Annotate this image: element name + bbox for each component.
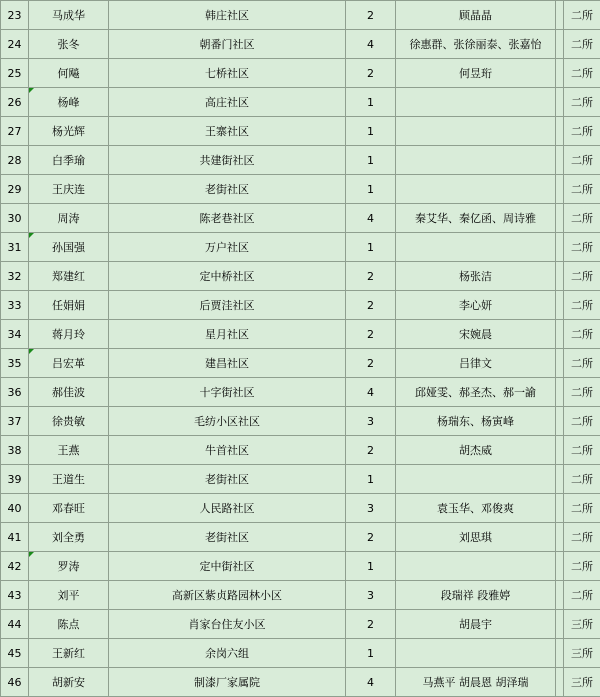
office-cell[interactable]: 二所	[564, 262, 600, 291]
row-number-cell[interactable]: 45	[1, 639, 29, 668]
table-body	[1, 1, 600, 697]
spacer-cell[interactable]	[556, 291, 564, 320]
office-cell[interactable]: 三所	[564, 639, 600, 668]
table-row	[1, 146, 600, 175]
spacer-cell[interactable]	[556, 117, 564, 146]
row-number-cell[interactable]: 40	[1, 494, 29, 523]
community-cell[interactable]: 万户社区	[109, 233, 346, 262]
row-number-cell[interactable]: 31	[1, 233, 29, 262]
family-members-cell[interactable]	[396, 146, 556, 175]
family-members-cell[interactable]	[396, 552, 556, 581]
row-number-cell[interactable]: 25	[1, 59, 29, 88]
table-row	[1, 349, 600, 378]
row-number-cell[interactable]: 33	[1, 291, 29, 320]
spacer-cell[interactable]	[556, 668, 564, 697]
household-count-cell[interactable]: 2	[346, 320, 396, 349]
community-cell[interactable]: 建昌社区	[109, 349, 346, 378]
office-cell[interactable]: 二所	[564, 1, 600, 30]
family-members-cell[interactable]: 李心妍	[396, 291, 556, 320]
family-members-cell[interactable]: 马燕平 胡晨恩 胡泽瑞	[396, 668, 556, 697]
household-count-cell[interactable]: 2	[346, 436, 396, 465]
spacer-cell[interactable]	[556, 262, 564, 291]
name-cell[interactable]: 罗涛	[29, 552, 109, 581]
row-number-cell[interactable]: 29	[1, 175, 29, 204]
row-number-cell[interactable]: 26	[1, 88, 29, 117]
spacer-cell[interactable]	[556, 349, 564, 378]
name-cell[interactable]: 刘平	[29, 581, 109, 610]
table-row	[1, 552, 600, 581]
family-members-cell[interactable]: 袁玉华、邓俊爽	[396, 494, 556, 523]
spacer-cell[interactable]	[556, 175, 564, 204]
spacer-cell[interactable]	[556, 88, 564, 117]
spacer-cell[interactable]	[556, 552, 564, 581]
community-cell[interactable]: 肖家台住友小区	[109, 610, 346, 639]
household-count-cell[interactable]: 4	[346, 30, 396, 59]
table-row	[1, 523, 600, 552]
office-cell[interactable]: 二所	[564, 88, 600, 117]
name-cell[interactable]: 何飚	[29, 59, 109, 88]
table-row	[1, 465, 600, 494]
spacer-cell[interactable]	[556, 320, 564, 349]
office-cell[interactable]: 二所	[564, 523, 600, 552]
community-cell[interactable]: 老街社区	[109, 465, 346, 494]
name-cell[interactable]: 刘全勇	[29, 523, 109, 552]
spacer-cell[interactable]	[556, 610, 564, 639]
family-members-cell[interactable]: 胡杰威	[396, 436, 556, 465]
spacer-cell[interactable]	[556, 146, 564, 175]
name-cell[interactable]: 郝佳波	[29, 378, 109, 407]
household-count-cell[interactable]: 2	[346, 610, 396, 639]
row-number-cell[interactable]: 44	[1, 610, 29, 639]
table-row	[1, 378, 600, 407]
family-members-cell[interactable]	[396, 117, 556, 146]
community-cell[interactable]: 人民路社区	[109, 494, 346, 523]
table-row	[1, 204, 600, 233]
community-cell[interactable]: 十字街社区	[109, 378, 346, 407]
office-cell[interactable]: 二所	[564, 494, 600, 523]
community-cell[interactable]: 老街社区	[109, 523, 346, 552]
office-cell[interactable]: 二所	[564, 233, 600, 262]
row-number-cell[interactable]: 32	[1, 262, 29, 291]
spacer-cell[interactable]	[556, 30, 564, 59]
row-number-cell[interactable]: 41	[1, 523, 29, 552]
name-cell[interactable]: 张冬	[29, 30, 109, 59]
name-cell[interactable]: 周涛	[29, 204, 109, 233]
family-members-cell[interactable]: 邱娅雯、郝圣杰、郝一諭	[396, 378, 556, 407]
community-cell[interactable]: 韩庄社区	[109, 1, 346, 30]
office-cell[interactable]: 二所	[564, 59, 600, 88]
spacer-cell[interactable]	[556, 639, 564, 668]
spacer-cell[interactable]	[556, 581, 564, 610]
name-cell[interactable]: 马成华	[29, 1, 109, 30]
name-cell[interactable]: 邓春旺	[29, 494, 109, 523]
table-row	[1, 175, 600, 204]
row-number-cell[interactable]: 34	[1, 320, 29, 349]
community-cell[interactable]: 制漆厂家属院	[109, 668, 346, 697]
family-members-cell[interactable]: 杨瑞东、杨寅峰	[396, 407, 556, 436]
spacer-cell[interactable]	[556, 494, 564, 523]
community-cell[interactable]: 七桥社区	[109, 59, 346, 88]
table-row	[1, 610, 600, 639]
household-count-cell[interactable]: 1	[346, 465, 396, 494]
name-cell[interactable]: 白季瑜	[29, 146, 109, 175]
table-row	[1, 117, 600, 146]
table-row	[1, 436, 600, 465]
family-members-cell[interactable]: 徐惠群、张徐丽泰、张嘉怡	[396, 30, 556, 59]
household-count-cell[interactable]: 2	[346, 291, 396, 320]
household-count-cell[interactable]: 2	[346, 1, 396, 30]
spacer-cell[interactable]	[556, 1, 564, 30]
name-cell[interactable]: 王新红	[29, 639, 109, 668]
row-number-cell[interactable]: 30	[1, 204, 29, 233]
table-row	[1, 1, 600, 30]
office-cell[interactable]: 二所	[564, 407, 600, 436]
household-count-cell[interactable]: 3	[346, 494, 396, 523]
family-members-cell[interactable]: 杨张洁	[396, 262, 556, 291]
community-cell[interactable]: 余岗六组	[109, 639, 346, 668]
family-members-cell[interactable]: 宋婉晨	[396, 320, 556, 349]
name-cell[interactable]: 孙国强	[29, 233, 109, 262]
family-members-cell[interactable]	[396, 465, 556, 494]
spacer-cell[interactable]	[556, 407, 564, 436]
office-cell[interactable]: 二所	[564, 146, 600, 175]
household-count-cell[interactable]: 4	[346, 204, 396, 233]
community-cell[interactable]: 定中街社区	[109, 552, 346, 581]
row-number-cell[interactable]: 36	[1, 378, 29, 407]
household-count-cell[interactable]: 4	[346, 378, 396, 407]
household-count-cell[interactable]: 1	[346, 146, 396, 175]
name-cell[interactable]: 蒋月玲	[29, 320, 109, 349]
community-cell[interactable]: 高新区紫贞路园林小区	[109, 581, 346, 610]
office-cell[interactable]: 二所	[564, 465, 600, 494]
table-row	[1, 88, 600, 117]
row-number-cell[interactable]: 28	[1, 146, 29, 175]
table-row	[1, 581, 600, 610]
household-count-cell[interactable]: 2	[346, 262, 396, 291]
name-cell[interactable]: 陈点	[29, 610, 109, 639]
row-number-cell[interactable]: 35	[1, 349, 29, 378]
office-cell[interactable]: 二所	[564, 349, 600, 378]
office-cell[interactable]: 二所	[564, 291, 600, 320]
row-number-cell[interactable]: 24	[1, 30, 29, 59]
table-row	[1, 291, 600, 320]
row-number-cell[interactable]: 39	[1, 465, 29, 494]
family-members-cell[interactable]: 刘思琪	[396, 523, 556, 552]
household-count-cell[interactable]: 2	[346, 349, 396, 378]
name-cell[interactable]: 王庆连	[29, 175, 109, 204]
spacer-cell[interactable]	[556, 233, 564, 262]
table-row	[1, 233, 600, 262]
family-members-cell[interactable]: 段瑞祥 段雅婷	[396, 581, 556, 610]
spacer-cell[interactable]	[556, 378, 564, 407]
table-row	[1, 407, 600, 436]
name-cell[interactable]: 任娟娟	[29, 291, 109, 320]
family-members-cell[interactable]: 秦艾华、秦亿函、周诗雅	[396, 204, 556, 233]
table-row	[1, 668, 600, 697]
name-cell[interactable]: 杨光辉	[29, 117, 109, 146]
community-cell[interactable]: 毛纺小区社区	[109, 407, 346, 436]
name-cell[interactable]: 胡新安	[29, 668, 109, 697]
family-members-cell[interactable]	[396, 175, 556, 204]
table-row	[1, 639, 600, 668]
household-count-cell[interactable]: 1	[346, 639, 396, 668]
office-cell[interactable]: 二所	[564, 175, 600, 204]
community-cell[interactable]: 王寨社区	[109, 117, 346, 146]
office-cell[interactable]: 二所	[564, 581, 600, 610]
row-number-cell[interactable]: 43	[1, 581, 29, 610]
family-members-cell[interactable]: 顾晶晶	[396, 1, 556, 30]
row-number-cell[interactable]: 38	[1, 436, 29, 465]
household-count-cell[interactable]: 3	[346, 581, 396, 610]
family-members-cell[interactable]: 何昱珩	[396, 59, 556, 88]
spacer-cell[interactable]	[556, 436, 564, 465]
name-cell[interactable]: 徐贵敏	[29, 407, 109, 436]
community-cell[interactable]: 牛首社区	[109, 436, 346, 465]
community-cell[interactable]: 共建街社区	[109, 146, 346, 175]
community-cell[interactable]: 后贾洼社区	[109, 291, 346, 320]
family-members-cell[interactable]: 吕律文	[396, 349, 556, 378]
household-count-cell[interactable]: 1	[346, 117, 396, 146]
table-row	[1, 494, 600, 523]
office-cell[interactable]: 二所	[564, 378, 600, 407]
office-cell[interactable]: 二所	[564, 204, 600, 233]
row-number-cell[interactable]: 27	[1, 117, 29, 146]
office-cell[interactable]: 三所	[564, 610, 600, 639]
family-members-cell[interactable]	[396, 639, 556, 668]
household-count-cell[interactable]: 3	[346, 407, 396, 436]
office-cell[interactable]: 二所	[564, 436, 600, 465]
family-members-cell[interactable]: 胡晨宇	[396, 610, 556, 639]
community-cell[interactable]: 高庄社区	[109, 88, 346, 117]
community-cell[interactable]: 朝番门社区	[109, 30, 346, 59]
community-cell[interactable]: 老街社区	[109, 175, 346, 204]
spacer-cell[interactable]	[556, 523, 564, 552]
household-count-cell[interactable]: 2	[346, 523, 396, 552]
household-count-cell[interactable]: 1	[346, 233, 396, 262]
office-cell[interactable]: 二所	[564, 30, 600, 59]
office-cell[interactable]: 三所	[564, 668, 600, 697]
household-count-cell[interactable]: 2	[346, 59, 396, 88]
table-row	[1, 320, 600, 349]
household-count-cell[interactable]: 1	[346, 552, 396, 581]
family-members-cell[interactable]	[396, 88, 556, 117]
office-cell[interactable]: 二所	[564, 552, 600, 581]
table-row	[1, 262, 600, 291]
row-number-cell[interactable]: 46	[1, 668, 29, 697]
row-number-cell[interactable]: 37	[1, 407, 29, 436]
row-number-cell[interactable]: 42	[1, 552, 29, 581]
office-cell[interactable]: 二所	[564, 320, 600, 349]
office-cell[interactable]: 二所	[564, 117, 600, 146]
spacer-cell[interactable]	[556, 59, 564, 88]
name-cell[interactable]: 郑建红	[29, 262, 109, 291]
name-cell[interactable]: 王燕	[29, 436, 109, 465]
community-cell[interactable]: 星月社区	[109, 320, 346, 349]
name-cell[interactable]: 吕宏革	[29, 349, 109, 378]
table-row	[1, 59, 600, 88]
family-members-cell[interactable]	[396, 233, 556, 262]
spacer-cell[interactable]	[556, 465, 564, 494]
name-cell[interactable]: 王道生	[29, 465, 109, 494]
household-count-cell[interactable]: 4	[346, 668, 396, 697]
household-count-cell[interactable]: 1	[346, 88, 396, 117]
community-cell[interactable]: 定中桥社区	[109, 262, 346, 291]
table-row	[1, 30, 600, 59]
row-number-cell[interactable]: 23	[1, 1, 29, 30]
spacer-cell[interactable]	[556, 204, 564, 233]
name-cell[interactable]: 杨峰	[29, 88, 109, 117]
community-cell[interactable]: 陈老巷社区	[109, 204, 346, 233]
household-count-cell[interactable]: 1	[346, 175, 396, 204]
